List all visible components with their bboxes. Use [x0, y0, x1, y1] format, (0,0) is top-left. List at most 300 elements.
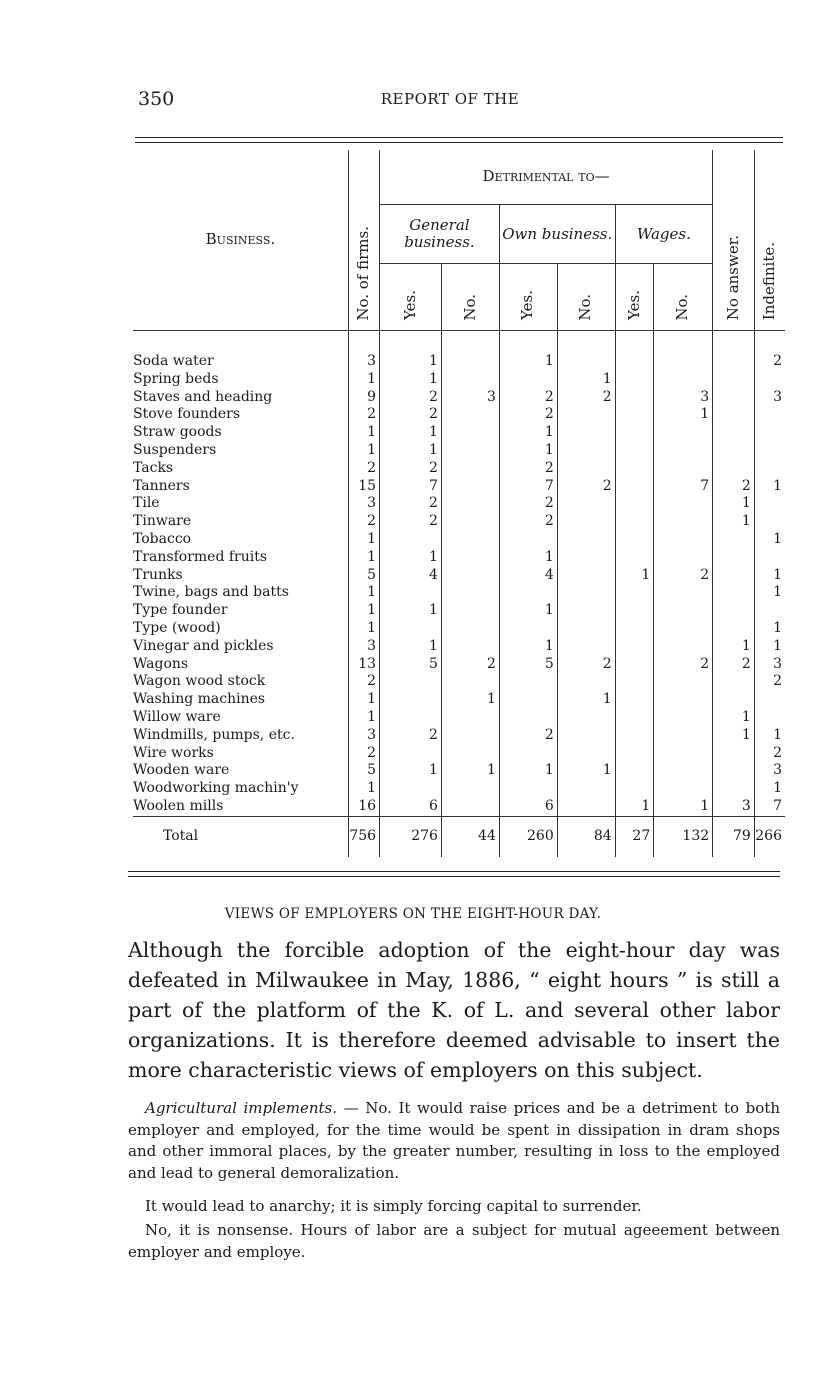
cell-firms: 1 — [348, 709, 379, 727]
cell-on: 1 — [557, 691, 615, 709]
cell-wn — [654, 620, 713, 638]
business-name: Type founder — [133, 602, 228, 619]
cell-na — [713, 567, 755, 585]
cell-oy: 1 — [499, 424, 557, 442]
cell-gy: 2 — [380, 389, 442, 407]
cell-wn — [654, 780, 713, 798]
intro-paragraph: Although the forcible adoption of the eight-hour day was defeated in Milwaukee in May, 1886, “ eight hours ” is still a part of the platform of the K. of L. and several other labor organizations. It is therefore deemed advisable to insert the more characteristic views of employers on this subject. — [128, 938, 780, 1082]
cell-gy — [380, 709, 442, 727]
cell-wn: 1 — [654, 798, 713, 816]
cell-ind — [754, 513, 785, 531]
firms-header: No. of firms. — [348, 150, 379, 331]
business-name: Windmills, pumps, etc. — [133, 726, 295, 743]
table-row — [133, 424, 785, 442]
wages-header: Wages. — [615, 205, 713, 264]
cell-wy — [615, 442, 654, 460]
cell-wy — [615, 495, 654, 513]
cell-na — [713, 691, 755, 709]
cell-gn — [441, 353, 499, 371]
cell-wn — [654, 424, 713, 442]
cell-ind: 1 — [754, 567, 785, 585]
cell-wn — [654, 602, 713, 620]
table-row — [133, 656, 785, 674]
cell-wy: 1 — [615, 798, 654, 816]
cell-on — [557, 798, 615, 816]
cell-firms: 3 — [348, 353, 379, 371]
cell-firms: 1 — [348, 442, 379, 460]
cell-gn — [441, 602, 499, 620]
cell-wy — [615, 656, 654, 674]
cell-wy — [615, 513, 654, 531]
cell-wy — [615, 531, 654, 549]
table-row — [133, 406, 785, 424]
cell-firms: 2 — [348, 745, 379, 763]
cell-wy — [615, 602, 654, 620]
table-row — [133, 460, 785, 478]
cell-firms: 1 — [348, 584, 379, 602]
cell-wn: 2 — [654, 567, 713, 585]
cell-on — [557, 406, 615, 424]
table-row — [133, 620, 785, 638]
cell-oy: 6 — [499, 798, 557, 816]
cell-gn — [441, 798, 499, 816]
cell-on — [557, 495, 615, 513]
cell-wn — [654, 549, 713, 567]
cell-oy — [499, 673, 557, 691]
cell-gy — [380, 780, 442, 798]
bottom-rule — [128, 871, 780, 872]
cell-wy — [615, 424, 654, 442]
cell-gn — [441, 567, 499, 585]
table-row — [133, 567, 785, 585]
cell-gy — [380, 620, 442, 638]
cell-na: 2 — [713, 656, 755, 674]
top-rule-2 — [135, 142, 783, 143]
cell-wn — [654, 442, 713, 460]
business-name: Wire works — [133, 744, 214, 761]
cell-gn — [441, 780, 499, 798]
cell-na — [713, 762, 755, 780]
cell-ind: 1 — [754, 638, 785, 656]
total-row — [133, 816, 785, 857]
cell-wn — [654, 460, 713, 478]
cell-oy — [499, 371, 557, 389]
table-row — [133, 798, 785, 816]
cell-na — [713, 353, 755, 371]
cell-wy — [615, 673, 654, 691]
cell-na: 1 — [713, 513, 755, 531]
cell-gn — [441, 531, 499, 549]
cell-oy: 2 — [499, 460, 557, 478]
cell-ind: 1 — [754, 780, 785, 798]
cell-firms: 2 — [348, 406, 379, 424]
cell-gy: 1 — [380, 371, 442, 389]
business-name: Type (wood) — [133, 619, 221, 636]
cell-ind: 3 — [754, 762, 785, 780]
cell-firms: 2 — [348, 673, 379, 691]
cell-oy — [499, 691, 557, 709]
cell-gn — [441, 495, 499, 513]
cell-on — [557, 727, 615, 745]
total-wages-no: 132 — [654, 816, 713, 857]
cell-gn: 3 — [441, 389, 499, 407]
top-rule — [135, 137, 783, 138]
cell-on: 2 — [557, 656, 615, 674]
cell-ind — [754, 691, 785, 709]
cell-oy: 2 — [499, 406, 557, 424]
business-name: Straw goods — [133, 424, 222, 441]
total-general-no: 44 — [441, 816, 499, 857]
cell-ind: 1 — [754, 727, 785, 745]
yes-header: Yes. — [380, 264, 442, 331]
cell-gn — [441, 424, 499, 442]
cell-ind — [754, 406, 785, 424]
cell-on — [557, 442, 615, 460]
cell-oy: 1 — [499, 442, 557, 460]
cell-gn — [441, 709, 499, 727]
cell-gn — [441, 745, 499, 763]
cell-ind: 2 — [754, 745, 785, 763]
cell-wy — [615, 745, 654, 763]
cell-firms: 2 — [348, 460, 379, 478]
cell-on — [557, 549, 615, 567]
table-row — [133, 495, 785, 513]
cell-wy — [615, 709, 654, 727]
cell-on: 1 — [557, 371, 615, 389]
cell-on: 2 — [557, 389, 615, 407]
cell-wy — [615, 389, 654, 407]
business-name: Woodworking machin'y — [133, 780, 299, 797]
cell-ind: 3 — [754, 656, 785, 674]
cell-firms: 1 — [348, 691, 379, 709]
cell-gy: 2 — [380, 495, 442, 513]
cell-ind: 1 — [754, 531, 785, 549]
cell-ind — [754, 371, 785, 389]
cell-na — [713, 460, 755, 478]
cell-wy — [615, 780, 654, 798]
cell-wy — [615, 371, 654, 389]
cell-oy — [499, 584, 557, 602]
cell-wy — [615, 549, 654, 567]
agricultural-text: — No. It would raise prices and be a detriment to both employer and employed, for the time would be spent in dissipation in dram shops and other immoral places, by the greater number, resulting in loss to the employed and lead to general demoralization. — [128, 1099, 781, 1182]
cell-oy — [499, 531, 557, 549]
business-name: Tile — [133, 495, 160, 512]
business-name: Tanners — [133, 477, 190, 494]
cell-firms: 1 — [348, 371, 379, 389]
cell-on — [557, 584, 615, 602]
business-header: Business. — [133, 150, 348, 331]
table-row — [133, 673, 785, 691]
cell-gn — [441, 442, 499, 460]
cell-ind — [754, 442, 785, 460]
cell-firms: 16 — [348, 798, 379, 816]
cell-oy: 4 — [499, 567, 557, 585]
yes-header: Yes. — [499, 264, 557, 331]
cell-gy: 2 — [380, 513, 442, 531]
cell-wy — [615, 353, 654, 371]
cell-on — [557, 780, 615, 798]
total-firms: 756 — [348, 816, 379, 857]
cell-wn: 1 — [654, 406, 713, 424]
business-name: Soda water — [133, 353, 214, 369]
cell-wy — [615, 620, 654, 638]
cell-oy: 1 — [499, 602, 557, 620]
cell-on — [557, 567, 615, 585]
cell-oy: 1 — [499, 638, 557, 656]
cell-gn: 1 — [441, 691, 499, 709]
table-row — [133, 638, 785, 656]
cell-ind: 3 — [754, 389, 785, 407]
table-row — [133, 762, 785, 780]
cell-ind: 1 — [754, 478, 785, 496]
cell-wn — [654, 691, 713, 709]
total-indefinite: 266 — [754, 816, 785, 857]
cell-firms: 1 — [348, 549, 379, 567]
cell-gn — [441, 478, 499, 496]
cell-gy — [380, 691, 442, 709]
cell-oy — [499, 780, 557, 798]
cell-gn — [441, 406, 499, 424]
cell-wy: 1 — [615, 567, 654, 585]
cell-na — [713, 424, 755, 442]
cell-firms: 9 — [348, 389, 379, 407]
cell-gn — [441, 673, 499, 691]
cell-wy — [615, 638, 654, 656]
cell-na — [713, 531, 755, 549]
cell-on — [557, 745, 615, 763]
total-no-answer: 79 — [713, 816, 755, 857]
bottom-rule-2 — [128, 876, 780, 877]
cell-wy — [615, 762, 654, 780]
cell-oy — [499, 745, 557, 763]
cell-oy — [499, 709, 557, 727]
cell-na — [713, 602, 755, 620]
cell-na — [713, 745, 755, 763]
cell-firms: 5 — [348, 567, 379, 585]
cell-oy — [499, 620, 557, 638]
agricultural-paragraph — [128, 1098, 780, 1184]
table-row — [133, 584, 785, 602]
cell-na — [713, 620, 755, 638]
cell-ind — [754, 709, 785, 727]
cell-wy — [615, 727, 654, 745]
cell-gn — [441, 513, 499, 531]
cell-on: 2 — [557, 478, 615, 496]
cell-oy: 1 — [499, 762, 557, 780]
cell-ind: 7 — [754, 798, 785, 816]
cell-gn — [441, 584, 499, 602]
total-label: Total — [133, 816, 348, 857]
no-header: No. — [557, 264, 615, 331]
cell-wn — [654, 371, 713, 389]
cell-na — [713, 389, 755, 407]
anarchy-paragraph: It would lead to anarchy; it is simply forcing capital to surrender. — [145, 1197, 642, 1215]
cell-on — [557, 709, 615, 727]
total-general-yes: 276 — [380, 816, 442, 857]
cell-wy — [615, 478, 654, 496]
cell-na: 1 — [713, 495, 755, 513]
cell-wn — [654, 584, 713, 602]
cell-firms: 3 — [348, 495, 379, 513]
cell-oy: 1 — [499, 353, 557, 371]
no-header: No. — [441, 264, 499, 331]
cell-on — [557, 353, 615, 371]
cell-firms: 1 — [348, 620, 379, 638]
cell-gy: 1 — [380, 638, 442, 656]
cell-na — [713, 780, 755, 798]
cell-ind — [754, 424, 785, 442]
cell-firms: 13 — [348, 656, 379, 674]
cell-firms: 1 — [348, 531, 379, 549]
cell-on — [557, 531, 615, 549]
table-row — [133, 513, 785, 531]
cell-na — [713, 371, 755, 389]
cell-gn: 1 — [441, 762, 499, 780]
business-name: Tobacco — [133, 530, 192, 547]
cell-gy — [380, 673, 442, 691]
cell-na: 1 — [713, 709, 755, 727]
cell-wy — [615, 406, 654, 424]
cell-gy: 1 — [380, 353, 442, 371]
yes-header: Yes. — [615, 264, 654, 331]
cell-on — [557, 638, 615, 656]
cell-gn — [441, 727, 499, 745]
total-own-yes: 260 — [499, 816, 557, 857]
table-row — [133, 745, 785, 763]
cell-on — [557, 673, 615, 691]
cell-wn: 3 — [654, 389, 713, 407]
cell-ind: 2 — [754, 673, 785, 691]
cell-wn — [654, 727, 713, 745]
table-row — [133, 353, 785, 371]
cell-gy: 1 — [380, 442, 442, 460]
cell-on — [557, 460, 615, 478]
business-name: Transformed fruits — [133, 548, 268, 565]
cell-gy: 4 — [380, 567, 442, 585]
cell-on — [557, 620, 615, 638]
table-row — [133, 371, 785, 389]
cell-ind: 2 — [754, 353, 785, 371]
cell-gy: 2 — [380, 460, 442, 478]
section-title: VIEWS OF EMPLOYERS ON THE EIGHT-HOUR DAY. — [224, 906, 602, 922]
cell-on — [557, 424, 615, 442]
cell-ind: 1 — [754, 584, 785, 602]
cell-gn: 2 — [441, 656, 499, 674]
business-name: Suspenders — [133, 441, 217, 458]
business-name: Wagon wood stock — [133, 673, 266, 690]
cell-na: 1 — [713, 727, 755, 745]
cell-wy — [615, 691, 654, 709]
business-name: Willow ware — [133, 708, 221, 725]
cell-gy: 2 — [380, 406, 442, 424]
no-header: No. — [654, 264, 713, 331]
cell-na — [713, 584, 755, 602]
cell-gn — [441, 638, 499, 656]
cell-ind — [754, 460, 785, 478]
cell-na — [713, 673, 755, 691]
nonsense-paragraph: No, it is nonsense. Hours of labor are a subject for mutual ageeement between employer and employe. — [128, 1221, 780, 1261]
business-name: Washing machines — [133, 691, 266, 708]
detrimental-header: Detrimental to— — [380, 150, 713, 205]
cell-oy: 2 — [499, 513, 557, 531]
cell-oy: 2 — [499, 389, 557, 407]
page-number: 350 — [138, 88, 175, 110]
cell-oy: 7 — [499, 478, 557, 496]
cell-firms: 2 — [348, 513, 379, 531]
own-business-header: Own business. — [499, 205, 615, 264]
cell-on — [557, 602, 615, 620]
cell-oy: 2 — [499, 727, 557, 745]
table-body — [133, 331, 785, 817]
table-row — [133, 602, 785, 620]
cell-wn — [654, 638, 713, 656]
cell-wn — [654, 353, 713, 371]
cell-gy: 1 — [380, 424, 442, 442]
business-name: Trunks — [133, 566, 183, 583]
cell-wn — [654, 495, 713, 513]
business-name: Spring beds — [133, 370, 219, 387]
cell-wn — [654, 513, 713, 531]
business-name: Tacks — [133, 459, 174, 476]
cell-firms: 5 — [348, 762, 379, 780]
cell-wn — [654, 745, 713, 763]
cell-gy: 5 — [380, 656, 442, 674]
cell-wy — [615, 584, 654, 602]
cell-firms: 1 — [348, 602, 379, 620]
cell-firms: 1 — [348, 424, 379, 442]
cell-wn — [654, 673, 713, 691]
cell-on: 1 — [557, 762, 615, 780]
cell-na — [713, 442, 755, 460]
agricultural-label: Agricultural implements. — [145, 1099, 338, 1117]
cell-wn: 7 — [654, 478, 713, 496]
cell-gn — [441, 371, 499, 389]
table-row — [133, 478, 785, 496]
business-name: Tinware — [133, 513, 192, 530]
business-name: Wagons — [133, 655, 189, 672]
cell-firms: 15 — [348, 478, 379, 496]
cell-firms: 3 — [348, 727, 379, 745]
cell-ind — [754, 495, 785, 513]
business-name: Vinegar and pickles — [133, 637, 274, 654]
cell-firms: 1 — [348, 780, 379, 798]
cell-gy: 1 — [380, 602, 442, 620]
table-row — [133, 549, 785, 567]
cell-wn — [654, 531, 713, 549]
cell-wn: 2 — [654, 656, 713, 674]
business-name: Twine, bags and batts — [133, 584, 289, 601]
business-name: Woolen mills — [133, 797, 224, 814]
cell-gy: 6 — [380, 798, 442, 816]
cell-gy: 2 — [380, 727, 442, 745]
cell-ind — [754, 549, 785, 567]
cell-gy — [380, 745, 442, 763]
cell-gn — [441, 549, 499, 567]
cell-on — [557, 513, 615, 531]
cell-gy — [380, 584, 442, 602]
indefinite-header: Indefinite. — [754, 150, 785, 331]
cell-gn — [441, 460, 499, 478]
cell-na — [713, 406, 755, 424]
cell-wn — [654, 709, 713, 727]
table-row — [133, 709, 785, 727]
business-name: Wooden ware — [133, 762, 230, 779]
cell-gy: 7 — [380, 478, 442, 496]
table-row — [133, 780, 785, 798]
table-row — [133, 691, 785, 709]
cell-na: 3 — [713, 798, 755, 816]
cell-gy: 1 — [380, 762, 442, 780]
